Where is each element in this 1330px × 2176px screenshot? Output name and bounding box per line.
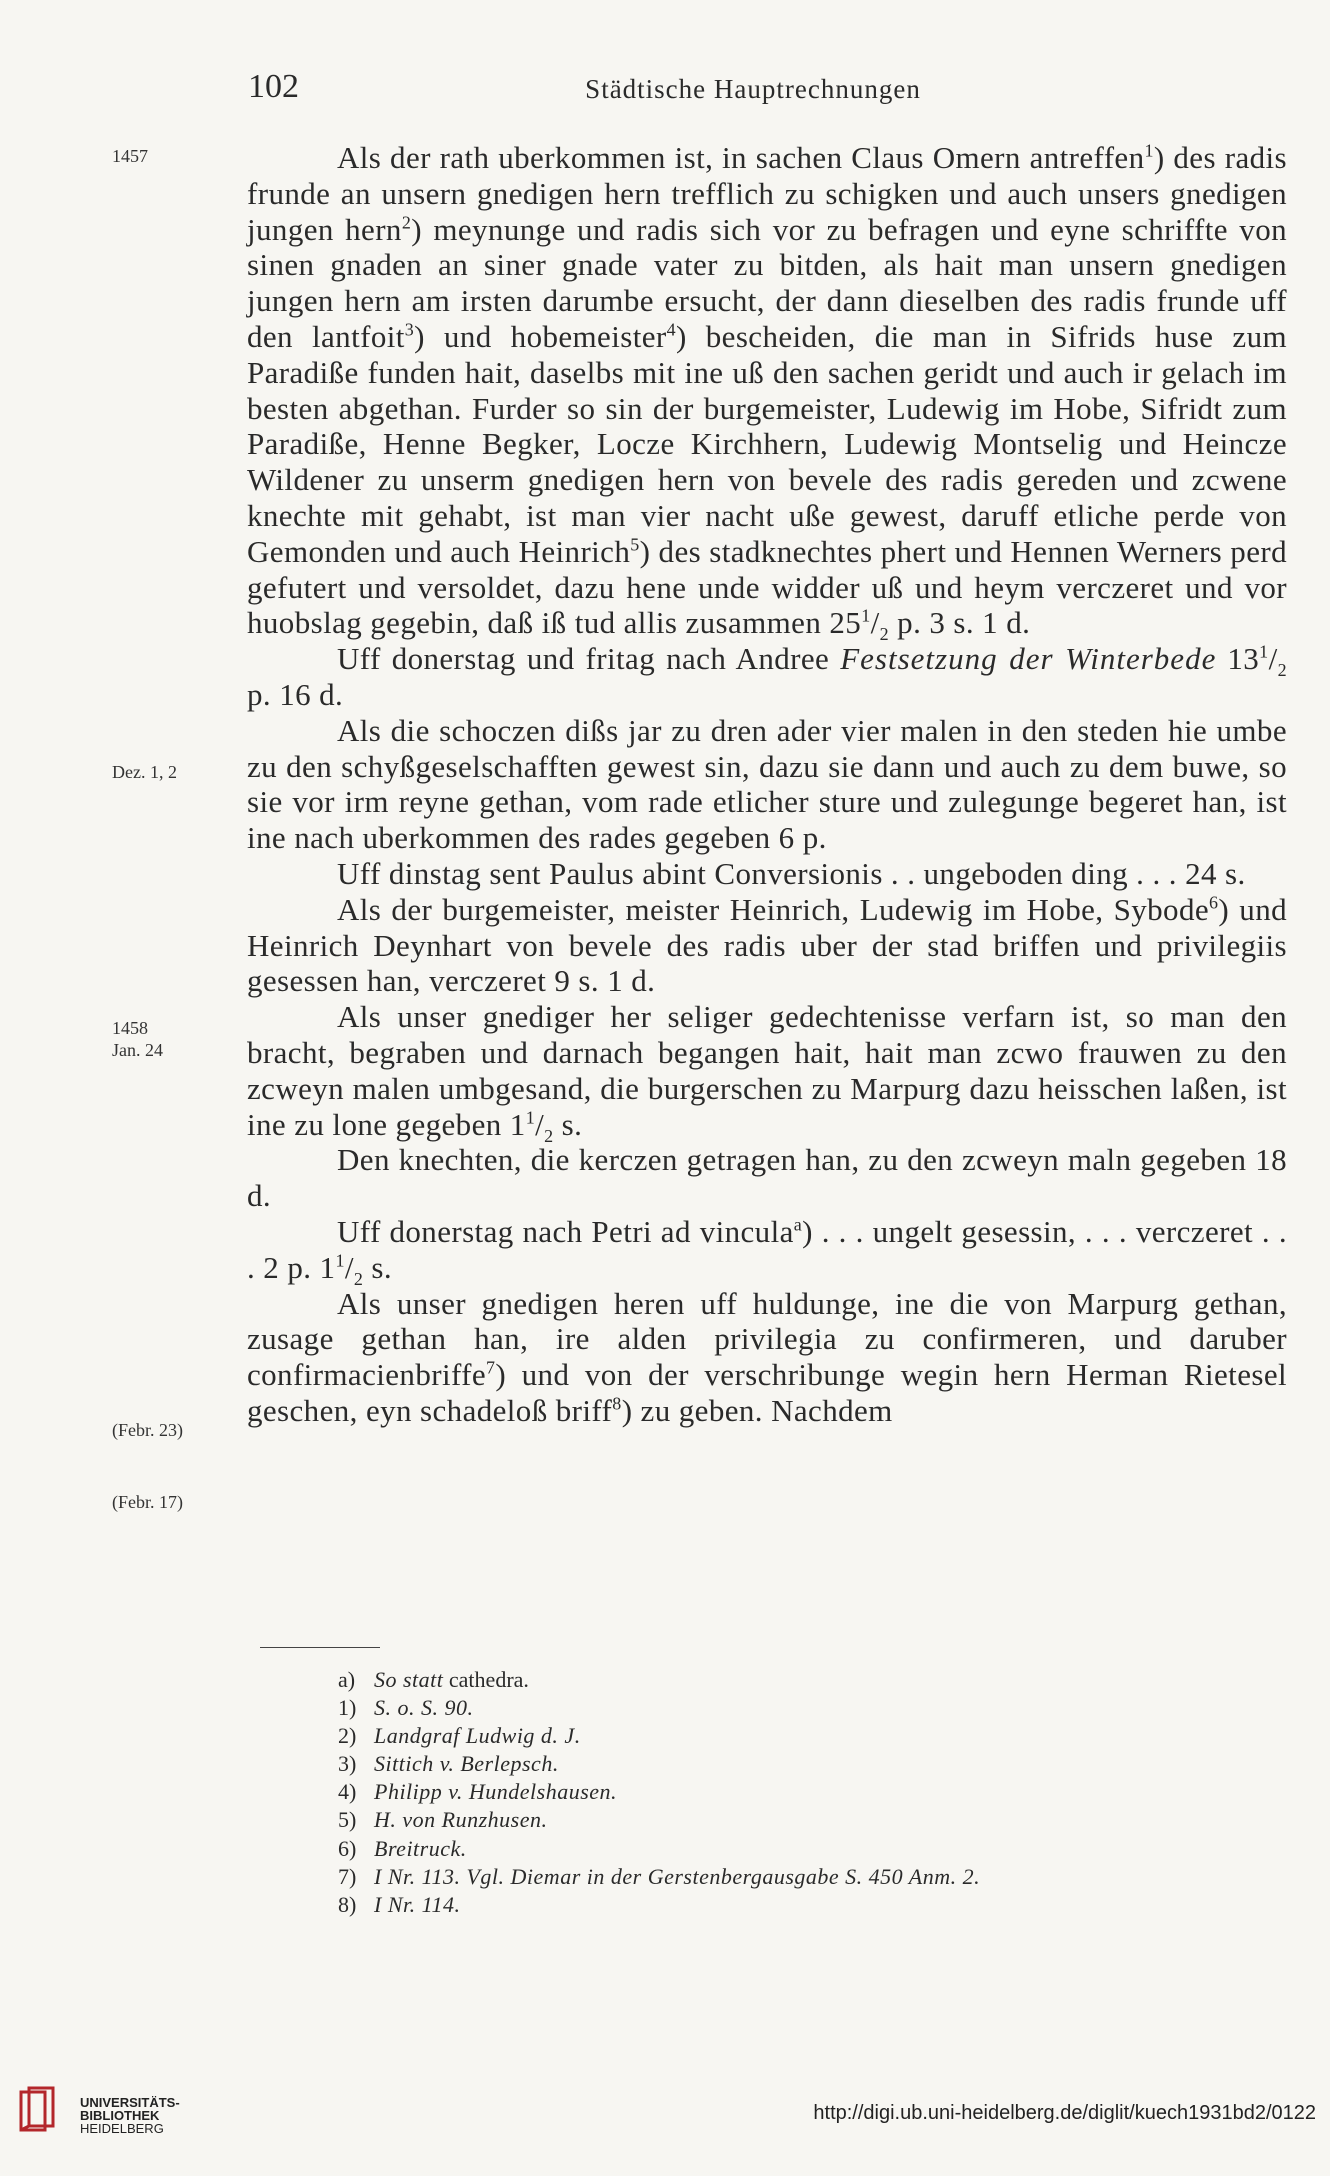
margin-note: (Febr. 23) [112, 1420, 183, 1440]
margin-note: (Febr. 17) [112, 1492, 183, 1512]
footnote-rule [260, 1647, 380, 1648]
margin-note: Dez. 1, 2 [112, 762, 177, 782]
paragraph: Den knechten, die kerczen getragen han, zu den zcweyn maln gegeben 18 d. [247, 1142, 1287, 1214]
page-number: 102 [248, 68, 299, 105]
margin-note: Jan. 24 [112, 1040, 163, 1060]
paragraph: Als der burgemeister, meister Heinrich, Ludewig im Hobe, Sybode$^6$) und Heinrich Deynhart von bevele des radis uber der stad briffen und privilegiis gesessen han, verczeret 9 s. 1 d. [247, 891, 1287, 999]
footnotes [338, 1666, 1298, 1919]
footnote: 6) Breitruck. [338, 1835, 467, 1861]
footnote: 4) Philipp v. Hundelshausen. [338, 1779, 618, 1805]
paragraph: Uff donerstag nach Petri ad vincula$^a$) . . . ungelt gesessin, . . . verczeret . . . 2 p. $1^1/_2$ s. [247, 1213, 1287, 1289]
footnote: a) So statt cathedra. [338, 1667, 529, 1692]
library-logo-icon [18, 2086, 58, 2134]
footnote: 2) Landgraf Ludwig d. J. [338, 1723, 581, 1749]
paragraph: Als unser gnediger her seliger gedechtenisse verfarn ist, so man den bracht, begraben und darnach begangen hait, hait man zcwo frauwen zu den zcweyn malen umbgesand, die burgerschen zu Marpurg dazu heisschen laßen, ist ine zu lone gegeben $1^1/_2$ s. [247, 999, 1287, 1146]
footnote: 5) H. von Runzhusen. [338, 1807, 548, 1833]
margin-note: 1457 [112, 146, 148, 166]
footnote: 1) S. o. S. 90. [338, 1695, 474, 1721]
paragraph: Als der rath uberkommen ist, in sachen Claus Omern antreffen$^1$) des radis frunde an unsern gnedigen hern trefflich zu schigken und auch unsers gnedigen jungen hern$^2$) meynunge und radis sich vor zu befragen und eyne schriffte von sinen gnaden an siner gnade vater zu bitden, als hait man unsern gnedigen jungen hern am irsten darumbe ersucht, der dann dieselben des radis frunde uff den lantfoit$^3$) und hobemeister$^4$) bescheiden, die man in Sifrids huse zum Paradiße funden hait, daselbs mit ine uß den sachen geridt und auch ir gelach im besten abgethan. Furder so sin der burgemeister, Ludewig im Hobe, Sifridt zum Paradiße, Henne Begker, Locze Kirchhern, Ludewig Montselig und Heincze Wildener zu unserm gnedigen hern von bevele des radis gereden und zcwene knechte mit gehabt, ist man vier nacht uße gewest, daruff etliche perde von Gemonden und auch Heinrich$^5$) des stadknechtes phert und Hennen Werners perd gefutert und versoldet, dazu hene unde widder uß und heym verczeret und vor huobslag gegebin, daß iß tud allis zusammen $25^1/_2$ p. 3 s. 1 d. [247, 140, 1287, 645]
paragraph: Uff donerstag und fritag nach Andree Festsetzung der Winterbede $13^1/_2$ p. 16 d. [247, 641, 1287, 712]
footnote: 3) Sittich v. Berlepsch. [338, 1751, 559, 1777]
margin-note: 1458 [112, 1018, 148, 1038]
footnote: 8) I Nr. 114. [338, 1891, 461, 1917]
source-url[interactable]: http://digi.ub.uni-heidelberg.de/diglit/kuech1931bd2/0122 [813, 2102, 1316, 2124]
footnote: 7) I Nr. 113. Vgl. Diemar in der Gerstenbergausgabe S. 450 Anm. 2. [338, 1863, 981, 1889]
running-title: Städtische Hauptrechnungen [585, 74, 921, 104]
main-text [247, 140, 1287, 1429]
paragraph: Als die schoczen dißs jar zu dren ader vier malen in den steden hie umbe zu den schyßgeselschafften gewest sin, dazu sie dann und auch zu dem buwe, so sie vor irm reyne gethan, vom rade etlicher sture und zulegunge begeret han, ist ine nach uberkommen des rades gegeben 6 p. [247, 712, 1287, 856]
paragraph: Als unser gnedigen heren uff huldunge, ine die von Marpurg gethan, zusage gethan han, ire alden privilegia zu confirmeren, und daruber confirmacienbriffe$^7$) und von der verschribunge wegin hern Herman Rietesel geschen, eyn schadeloß briff$^8$) zu geben. Nachdem [247, 1285, 1287, 1428]
paragraph: Uff dinstag sent Paulus abint Conversionis . . ungeboden ding . . . 24 s. [337, 855, 1246, 891]
library-name: UNIVERSITÄTS- BIBLIOTHEK HEIDELBERG [80, 2095, 180, 2136]
